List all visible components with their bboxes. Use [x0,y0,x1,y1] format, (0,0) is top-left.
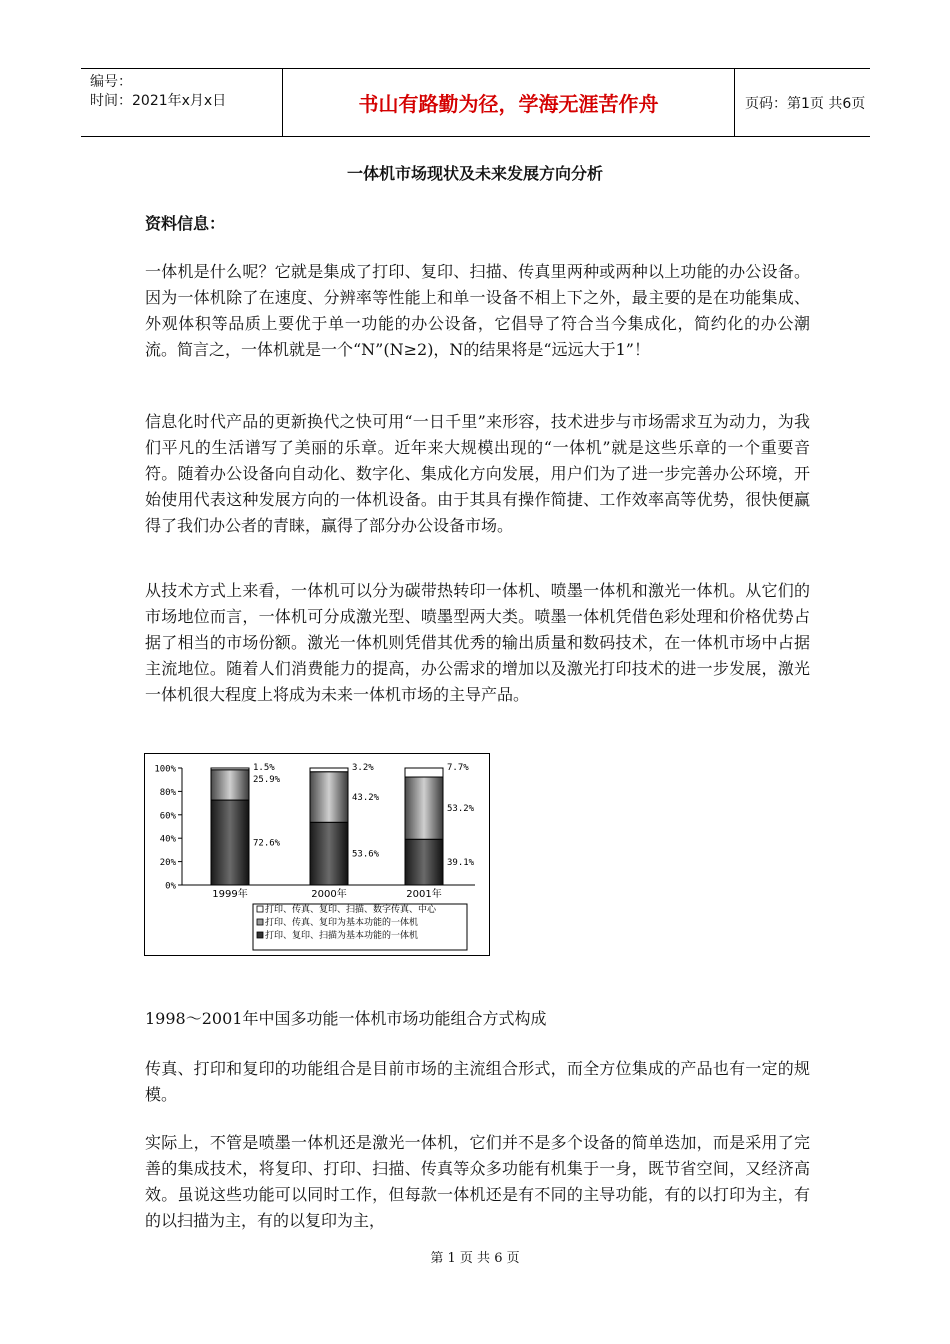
legend-swatch [257,932,263,938]
legend-label: 打印、传真、复印、扫描、数字传真、中心 [265,905,437,915]
paragraph-1: 一体机是什么呢？它就是集成了打印、复印、扫描、传真里两种或两种以上功能的办公设备。因为一体机除了在速度、分辨率等性能上和单一设备不相上下之外，最主要的是在功能集成、外观体积等品质上要优于单一功能的办公设备，它倡导了符合当今集成化，简约化的办公潮流。简言之，一体机就是一个“N”(N≥2)，N的结果将是“远远大于1”！ [145,262,810,359]
data-label: 7.7% [447,763,469,773]
bar-segment [310,772,348,823]
y-tick-label: 20% [159,858,176,869]
data-label: 1.5% [253,763,275,773]
bar-segment [405,839,443,885]
y-tick-label: 60% [159,811,176,822]
legend-swatch [257,906,263,912]
chart-caption: 1998～2001年中国多功能一体机市场功能组合方式构成 [145,1009,547,1028]
bar-segment [405,768,443,777]
page-footer: 第 1 页 共 6 页 [430,1251,520,1266]
section-heading: 资料信息： [145,214,226,233]
x-tick-label: 2001年 [406,889,442,900]
header-page-label: 页码：第1页 共6页 [745,95,866,112]
data-label: 72.6% [253,838,281,849]
stacked-bar-chart [144,753,490,956]
x-tick-label: 2000年 [311,889,347,900]
data-label: 53.6% [352,849,380,860]
data-label: 3.2% [352,763,374,773]
data-label: 43.2% [352,793,380,804]
legend-label: 打印、传真、复印为基本功能的一体机 [265,918,419,928]
header-motto: 书山有路勤为径，学海无涯苦作舟 [282,69,735,136]
y-tick-label: 0% [165,881,176,892]
paragraph-5: 实际上，不管是喷墨一体机还是激光一体机，它们并不是多个设备的简单迭加，而是采用了完善的集成技术，将复印、打印、扫描、传真等众多功能有机集于一身，既节省空间，又经济高效。虽说这些功能可以同时工作，但每款一体机还是有不同的主导功能，有的以打印为主，有的以扫描为主，有的以复印为主， [145,1133,810,1230]
date-label: 时间：2021年x月x日 [90,93,227,109]
y-tick-label: 80% [159,787,176,798]
bar-segment [310,768,348,772]
data-label: 25.9% [253,774,281,785]
header-table [81,68,870,137]
paragraph-3: 从技术方式上来看，一体机可以分为碳带热转印一体机、喷墨一体机和激光一体机。从它们的市场地位而言，一体机可分成激光型、喷墨型两大类。喷墨一体机凭借色彩处理和价格优势占据了相当的市场份额。激光一体机则凭借其优秀的输出质量和数码技术，在一体机市场中占据主流地位。随着人们消费能力的提高，办公需求的增加以及激光打印技术的进一步发展，激光一体机很大程度上将成为未来一体机市场的主导产品。 [145,581,810,704]
chart-canvas [145,754,489,955]
bar-segment [211,800,249,885]
paragraph-4: 传真、打印和复印的功能组合是目前市场的主流组合形式，而全方位集成的产品也有一定的规模。 [145,1059,810,1104]
bar-segment [310,822,348,885]
document-title: 一体机市场现状及未来发展方向分析 [346,164,603,183]
header-left-cell [81,69,282,136]
number-label: 编号： [90,74,132,90]
legend-swatch [257,919,263,925]
paragraph-2: 信息化时代产品的更新换代之快可用“一日千里”来形容，技术进步与市场需求互为动力，为我们平凡的生活谱写了美丽的乐章。近年来大规模出现的“一体机”就是这些乐章的一个重要音符。随着办公设备向自动化、数字化、集成化方向发展，用户们为了进一步完善办公环境，开始使用代表这种发展方向的一体机设备。由于其具有操作简捷、工作效率高等优势，很快便赢得了我们办公者的青睐，赢得了部分办公设备市场。 [145,412,810,535]
y-tick-label: 100% [154,764,176,775]
bar-segment [211,770,249,800]
y-tick-label: 40% [159,834,176,845]
bar-segment [211,768,249,770]
bar-segment [405,777,443,839]
data-label: 39.1% [447,858,475,869]
x-tick-label: 1999年 [212,889,248,900]
data-label: 53.2% [447,804,475,815]
legend-label: 打印、复印、扫描为基本功能的一体机 [265,931,419,941]
